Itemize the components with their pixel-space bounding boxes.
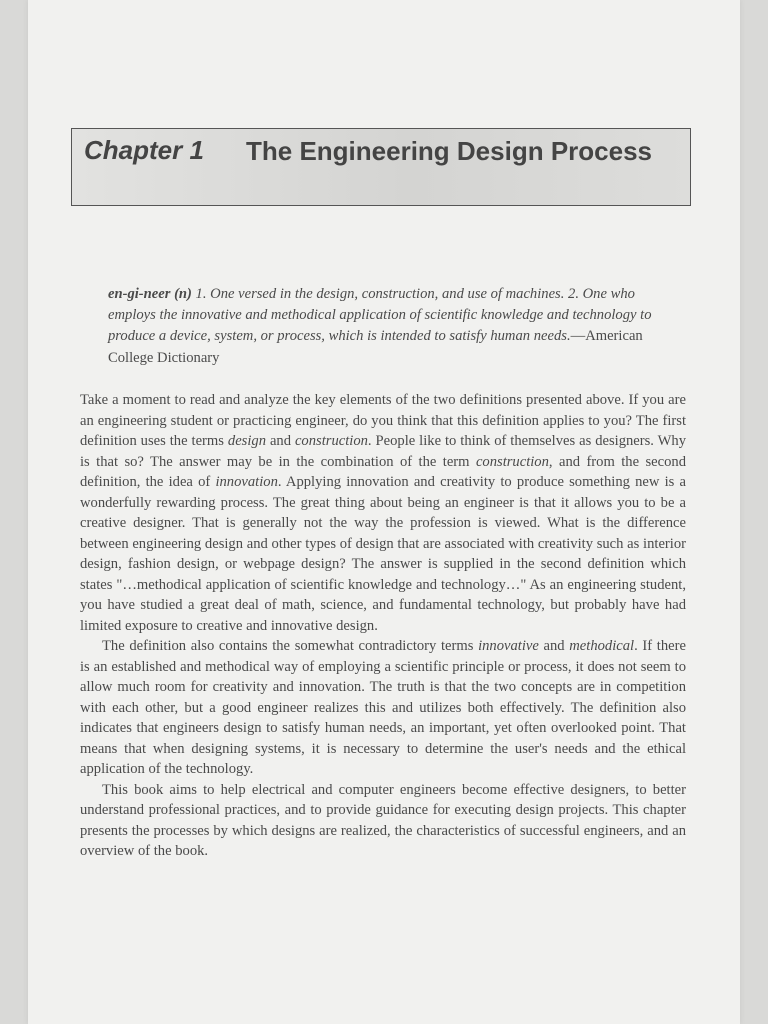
- chapter-number: Chapter 1: [84, 135, 204, 165]
- body-paragraph: [80, 780, 686, 862]
- chapter-heading-box: [71, 128, 691, 206]
- paragraph-text: . If there is an established and methodical way of employing a scientific principle or process, it does not seem to allow much room for creativity and innovation. The truth is that the two concepts are in competition with each other, but a good engineer realizes this and utilizes both effectively. The definition also indicates that engineers design to satisfy human needs, an important, yet often overlooked point. That means that when designing systems, it is necessary to determine the user's needs and the ethical application of the technology.: [80, 638, 686, 777]
- definition-term: en-gi-neer (n): [108, 286, 192, 302]
- definition-text: 1. One versed in the design, construction, and use of machines. 2. One who employs the innovative and methodical application of scientific knowledge and technology to produce a device, system, or process, which is intended to satisfy human needs.: [108, 286, 652, 345]
- definition-source: —American College Dictionary: [108, 328, 643, 366]
- emphasized-term: design: [227, 433, 266, 449]
- body-text: [80, 390, 686, 862]
- paragraph-text: The definition also contains the somewhat contradictory terms: [102, 638, 479, 654]
- document-page: [28, 0, 740, 1024]
- paragraph-text: and: [266, 433, 295, 449]
- emphasized-term: innovation: [215, 474, 278, 490]
- emphasized-term: construction: [475, 453, 549, 470]
- body-paragraph: [80, 390, 686, 636]
- paragraph-text: and: [538, 638, 570, 654]
- paragraph-text: Take a moment to read and analyze the key elements of the two definitions presented above. If you are an engineering student or practicing engineer, do you think that this definition applies to you? The first definition uses the terms: [80, 392, 686, 449]
- definition-block: [108, 284, 668, 369]
- emphasized-term: construction: [294, 433, 368, 449]
- paragraph-text: . Applying innovation and creativity to produce something new is a wonderfully rewarding process. The great thing about being an engineer is that it allows you to be a creative designer. That is generally not the way the profession is viewed. What is the difference between engineering design and other types of design that are associated with creativity such as interior design, fashion design, or webpage design? The answer is supplied in the second definition which states "…methodical application of scientific knowledge and technology…" As an engineering student, you have studied a great deal of math, science, and fundamental technology, but probably have had limited exposure to creative and innovative design.: [80, 474, 686, 634]
- body-paragraph: [80, 636, 686, 780]
- emphasized-term: methodical: [569, 638, 635, 654]
- paragraph-text: , and from the second definition, the idea of: [80, 453, 686, 490]
- paragraph-text: . People like to think of themselves as designers. Why is that so? The answer may be in the combination of the term: [80, 433, 686, 470]
- chapter-title: The Engineering Design Process: [246, 136, 652, 166]
- emphasized-term: innovative: [478, 638, 539, 654]
- paragraph-text: This book aims to help electrical and computer engineers become effective designers, to better understand professional practices, and to provide guidance for executing design projects. This chapter presents the processes by which designs are realized, the characteristics of successful engineers, and an overview of the book.: [80, 781, 686, 859]
